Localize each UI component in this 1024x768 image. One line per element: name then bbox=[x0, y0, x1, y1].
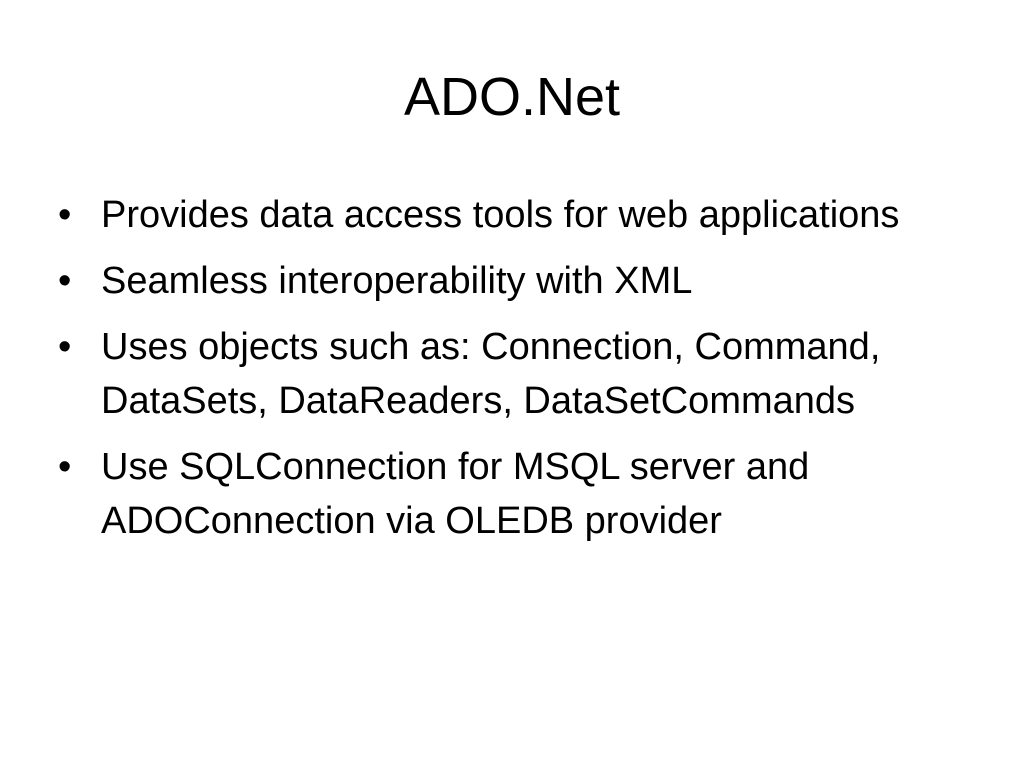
bullet-text: Uses objects such as: Connection, Command, DataSets, DataReaders, DataSetCommands bbox=[101, 326, 881, 422]
bullet-list bbox=[58, 188, 958, 560]
bullet-item bbox=[58, 440, 958, 548]
bullet-marker: • bbox=[58, 194, 72, 236]
slide-title: ADO.Net bbox=[403, 67, 621, 127]
bullet-marker: • bbox=[58, 446, 72, 488]
bullet-marker: • bbox=[58, 260, 72, 302]
bullet-marker: • bbox=[58, 326, 72, 368]
bullet-item bbox=[58, 188, 958, 242]
bullet-item bbox=[58, 254, 958, 308]
bullet-item bbox=[58, 320, 958, 428]
bullet-text: Seamless interoperability with XML bbox=[101, 260, 693, 302]
bullet-text: Use SQLConnection for MSQL server and ADOConnection via OLEDB provider bbox=[101, 446, 810, 542]
bullet-text: Provides data access tools for web applications bbox=[101, 194, 900, 236]
